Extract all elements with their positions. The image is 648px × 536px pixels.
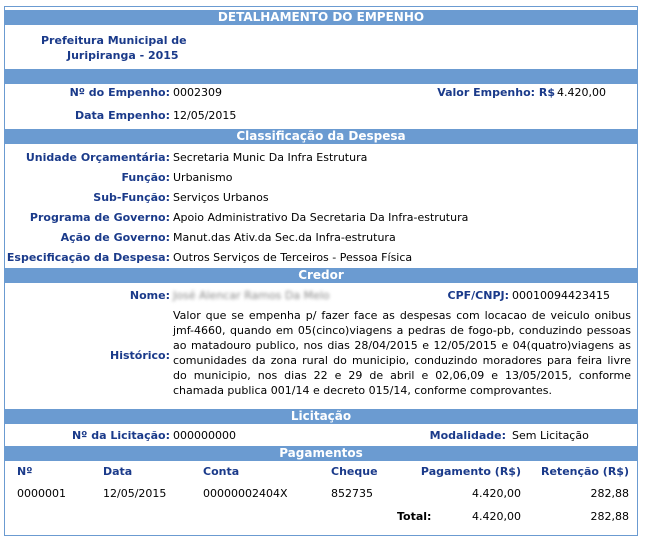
col-header-conta: Conta <box>203 465 240 478</box>
modalidade-value: Sem Licitação <box>512 429 589 442</box>
programa-label: Programa de Governo: <box>29 211 170 224</box>
empenho-detail-panel <box>4 6 638 536</box>
row-retencao: 282,88 <box>590 487 629 500</box>
separator-bar <box>5 69 637 84</box>
licitacao-number: 000000000 <box>173 429 236 442</box>
modalidade-label: Modalidade: <box>429 429 506 442</box>
total-label: Total: <box>397 510 432 523</box>
empenho-number: 0002309 <box>173 86 222 99</box>
empenho-value: 4.420,00 <box>557 86 606 99</box>
funcao-value: Urbanismo <box>173 171 233 184</box>
credor-header: Credor <box>5 268 637 283</box>
cpf-label: CPF/CNPJ: <box>447 289 509 302</box>
funcao-label: Função: <box>121 171 170 184</box>
empenho-value-label: Valor Empenho: R$ <box>437 86 555 99</box>
especificacao-label: Especificação da Despesa: <box>6 251 170 264</box>
credor-name-label: Nome: <box>129 289 170 302</box>
empenho-date: 12/05/2015 <box>173 109 237 122</box>
unidade-value: Secretaria Munic Da Infra Estrutura <box>173 151 368 164</box>
col-header-numero: Nº <box>17 465 33 478</box>
col-header-cheque: Cheque <box>331 465 378 478</box>
licitacao-number-label: Nº da Licitação: <box>71 429 170 442</box>
especificacao-value: Outros Serviços de Terceiros - Pessoa Física <box>173 251 413 264</box>
total-pagamento: 4.420,00 <box>472 510 521 523</box>
empenho-number-label: Nº do Empenho: <box>69 86 170 99</box>
subfuncao-value: Serviços Urbanos <box>173 191 269 204</box>
panel-title: DETALHAMENTO DO EMPENHO <box>5 10 637 25</box>
subfuncao-label: Sub-Função: <box>93 191 170 204</box>
credor-name: José Alencar Ramos Da Melo <box>173 289 330 302</box>
historico-label: Histórico: <box>109 349 170 362</box>
classificacao-header: Classificação da Despesa <box>5 129 637 144</box>
programa-value: Apoio Administrativo Da Secretaria Da Infra-estrutura <box>173 211 469 224</box>
pagamentos-header: Pagamentos <box>5 446 637 461</box>
acao-value: Manut.das Ativ.da Sec.da Infra-estrutura <box>173 231 396 244</box>
row-data: 12/05/2015 <box>103 487 167 500</box>
col-header-data: Data <box>103 465 133 478</box>
row-conta: 00000002404X <box>203 487 288 500</box>
prefeitura-name: Prefeitura Municipal de <box>41 34 187 47</box>
col-header-retencao: Retenção (R$) <box>541 465 629 478</box>
empenho-date-label: Data Empenho: <box>75 109 170 122</box>
col-header-pagamento: Pagamento (R$) <box>420 465 521 478</box>
historico-text: Valor que se empenha p/ fazer face as despesas com locacao de veiculo onibus jmf-4660, quando em 05(cinco)viagens a pedras de fogo-pb, conduzindo pessoas ao matadouro publico, nos dias 28/04/2015 e 12/05/2015 e 04(quatro)viagens as comunidades da zona rural do municipio, conduzindo moradores para feira livre do municipio, nos dias 22 e 29 de abril e 02,06,09 e 13/05/2015, conforme chamada publica 001/14 e decreto 015/14, conforme comprovantes. <box>173 309 631 397</box>
unidade-label: Unidade Orçamentária: <box>25 151 170 164</box>
acao-label: Ação de Governo: <box>60 231 170 244</box>
cpf-value: 00010094423415 <box>512 289 610 302</box>
row-numero: 0000001 <box>17 487 66 500</box>
prefeitura-year: Juripiranga - 2015 <box>67 49 179 62</box>
row-pagamento: 4.420,00 <box>472 487 521 500</box>
licitacao-header: Licitação <box>5 409 637 424</box>
row-cheque: 852735 <box>331 487 373 500</box>
total-retencao: 282,88 <box>590 510 629 523</box>
